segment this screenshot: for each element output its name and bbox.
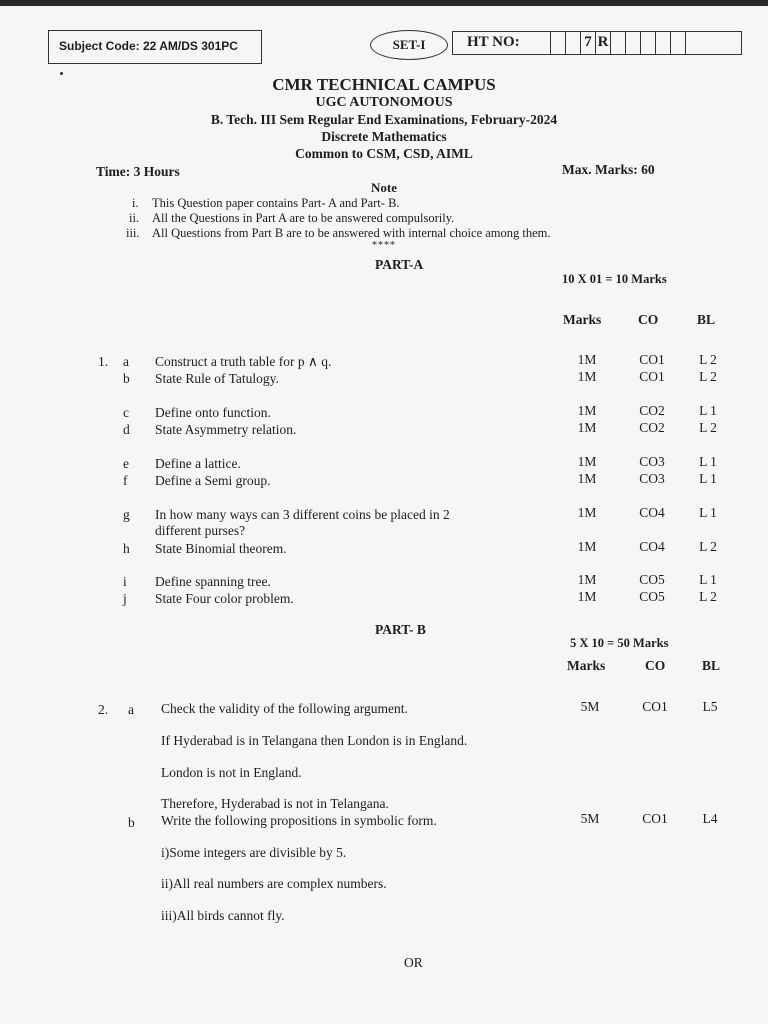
co-value: CO1	[642, 811, 668, 826]
question-text: Define onto function.	[155, 405, 271, 420]
argument-line: If Hyderabad is in Telangana then London is in England.	[161, 733, 468, 748]
ht-cell	[626, 32, 641, 54]
sub-question-label: d	[123, 422, 130, 437]
bl-value: L 2	[699, 589, 717, 604]
question-text: Define spanning tree.	[155, 574, 271, 589]
col-bl-header: BL	[697, 312, 716, 327]
bl-value: L 2	[699, 369, 717, 384]
note-heading: Note	[371, 180, 397, 195]
co-value: CO2	[639, 403, 665, 418]
scan-top-edge	[0, 0, 768, 6]
part-b-heading: PART- B	[375, 622, 426, 637]
ht-cell: R	[596, 32, 611, 54]
question-text: Define a lattice.	[155, 456, 241, 471]
max-marks: Max. Marks: 60	[562, 162, 655, 177]
co-value: CO4	[639, 505, 665, 520]
question-text: Construct a truth table for p ∧ q.	[155, 354, 332, 369]
marks-value: 1M	[577, 454, 597, 469]
note-text: All the Questions in Part A are to be answered compulsorily.	[152, 211, 455, 225]
ht-cell	[641, 32, 656, 54]
sub-question-label: b	[128, 815, 135, 830]
sub-question-label: f	[123, 473, 128, 488]
note-num: ii.	[129, 211, 140, 225]
question-text: State Asymmetry relation.	[155, 422, 297, 437]
co-value: CO3	[639, 471, 665, 486]
marks-value: 5M	[580, 811, 600, 826]
ht-cell	[551, 32, 566, 54]
part-a-marks-formula: 10 X 01 = 10 Marks	[562, 272, 667, 286]
marks-value: 1M	[577, 505, 597, 520]
bl-value: L 1	[699, 572, 717, 587]
argument-line: Therefore, Hyderabad is not in Telangana.	[161, 796, 389, 811]
question-text: State Rule of Tatulogy.	[155, 371, 279, 386]
subject-name: Discrete Mathematics	[321, 129, 447, 144]
col-marks-header: Marks	[567, 658, 606, 673]
question-text: Define a Semi group.	[155, 473, 271, 488]
argument-line: London is not in England.	[161, 765, 302, 780]
or-separator: OR	[404, 955, 423, 970]
bl-value: L4	[702, 811, 718, 826]
sub-question-label: a	[128, 702, 134, 717]
marks-value: 5M	[580, 699, 600, 714]
note-num: iii.	[126, 226, 140, 240]
autonomy-status: UGC AUTONOMOUS	[315, 95, 453, 110]
ht-cell	[656, 32, 671, 54]
sub-question-label: j	[123, 591, 127, 606]
question-text: State Binomial theorem.	[155, 541, 287, 556]
proposition-line: i)Some integers are divisible by 5.	[161, 845, 347, 860]
co-value: CO1	[639, 369, 665, 384]
sub-question-label: b	[123, 371, 130, 386]
ht-cell	[611, 32, 626, 54]
marks-value: 1M	[577, 352, 597, 367]
bl-value: L 2	[699, 420, 717, 435]
bl-value: L 2	[699, 539, 717, 554]
co-value: CO3	[639, 454, 665, 469]
co-value: CO2	[639, 420, 665, 435]
marks-value: 1M	[577, 403, 597, 418]
ht-cell	[686, 32, 701, 54]
hall-ticket-box	[452, 31, 742, 55]
co-value: CO5	[639, 572, 665, 587]
ht-cell	[671, 32, 686, 54]
part-b-marks-formula: 5 X 10 = 50 Marks	[570, 636, 669, 650]
ht-cell: 7	[581, 32, 596, 54]
note-num: i.	[132, 196, 139, 210]
sub-question-label: h	[123, 541, 130, 556]
question-number: 2.	[98, 702, 109, 717]
question-text: Check the validity of the following argument.	[161, 701, 408, 716]
marks-value: 1M	[577, 471, 597, 486]
proposition-line: iii)All birds cannot fly.	[161, 908, 285, 923]
sub-question-label: g	[123, 507, 130, 522]
common-branches: Common to CSM, CSD, AIML	[295, 146, 473, 161]
sub-question-label: e	[123, 456, 129, 471]
stars-divider: ****	[372, 240, 396, 251]
bl-value: L 1	[699, 454, 717, 469]
ht-cell	[566, 32, 581, 54]
question-text: In how many ways can 3 different coins be placed in 2	[155, 507, 450, 522]
bl-value: L5	[702, 699, 718, 714]
co-value: CO1	[642, 699, 668, 714]
col-co-header: CO	[645, 658, 666, 673]
sub-question-label: a	[123, 354, 129, 369]
exam-time: Time: 3 Hours	[96, 164, 180, 179]
subject-code-box: Subject Code: 22 AM/DS 301PC	[48, 30, 262, 64]
bl-value: L 2	[699, 352, 717, 367]
college-name: CMR TECHNICAL CAMPUS	[272, 75, 496, 94]
sub-question-label: i	[123, 574, 127, 589]
co-value: CO4	[639, 539, 665, 554]
note-text: This Question paper contains Part- A and Part- B.	[152, 196, 400, 210]
marks-value: 1M	[577, 539, 597, 554]
marks-value: 1M	[577, 420, 597, 435]
question-text-continued: different purses?	[155, 523, 246, 538]
co-value: CO1	[639, 352, 665, 367]
co-value: CO5	[639, 589, 665, 604]
bl-value: L 1	[699, 403, 717, 418]
col-marks-header: Marks	[563, 312, 602, 327]
bl-value: L 1	[699, 471, 717, 486]
col-co-header: CO	[638, 312, 659, 327]
set-label: SET-I	[370, 30, 448, 60]
part-a-heading: PART-A	[375, 257, 424, 272]
question-text: Write the following propositions in symbolic form.	[161, 813, 437, 828]
ht-no-label: HT NO:	[453, 32, 551, 54]
marks-value: 1M	[577, 589, 597, 604]
col-bl-header: BL	[702, 658, 721, 673]
exam-title: B. Tech. III Sem Regular End Examinations, February-2024	[210, 112, 558, 127]
note-text: All Questions from Part B are to be answered with internal choice among them.	[152, 226, 551, 240]
question-number: 1.	[98, 354, 109, 369]
bl-value: L 1	[699, 505, 717, 520]
proposition-line: ii)All real numbers are complex numbers.	[161, 876, 387, 891]
question-text: State Four color problem.	[155, 591, 294, 606]
marks-value: 1M	[577, 369, 597, 384]
marks-value: 1M	[577, 572, 597, 587]
sub-question-label: c	[123, 405, 129, 420]
